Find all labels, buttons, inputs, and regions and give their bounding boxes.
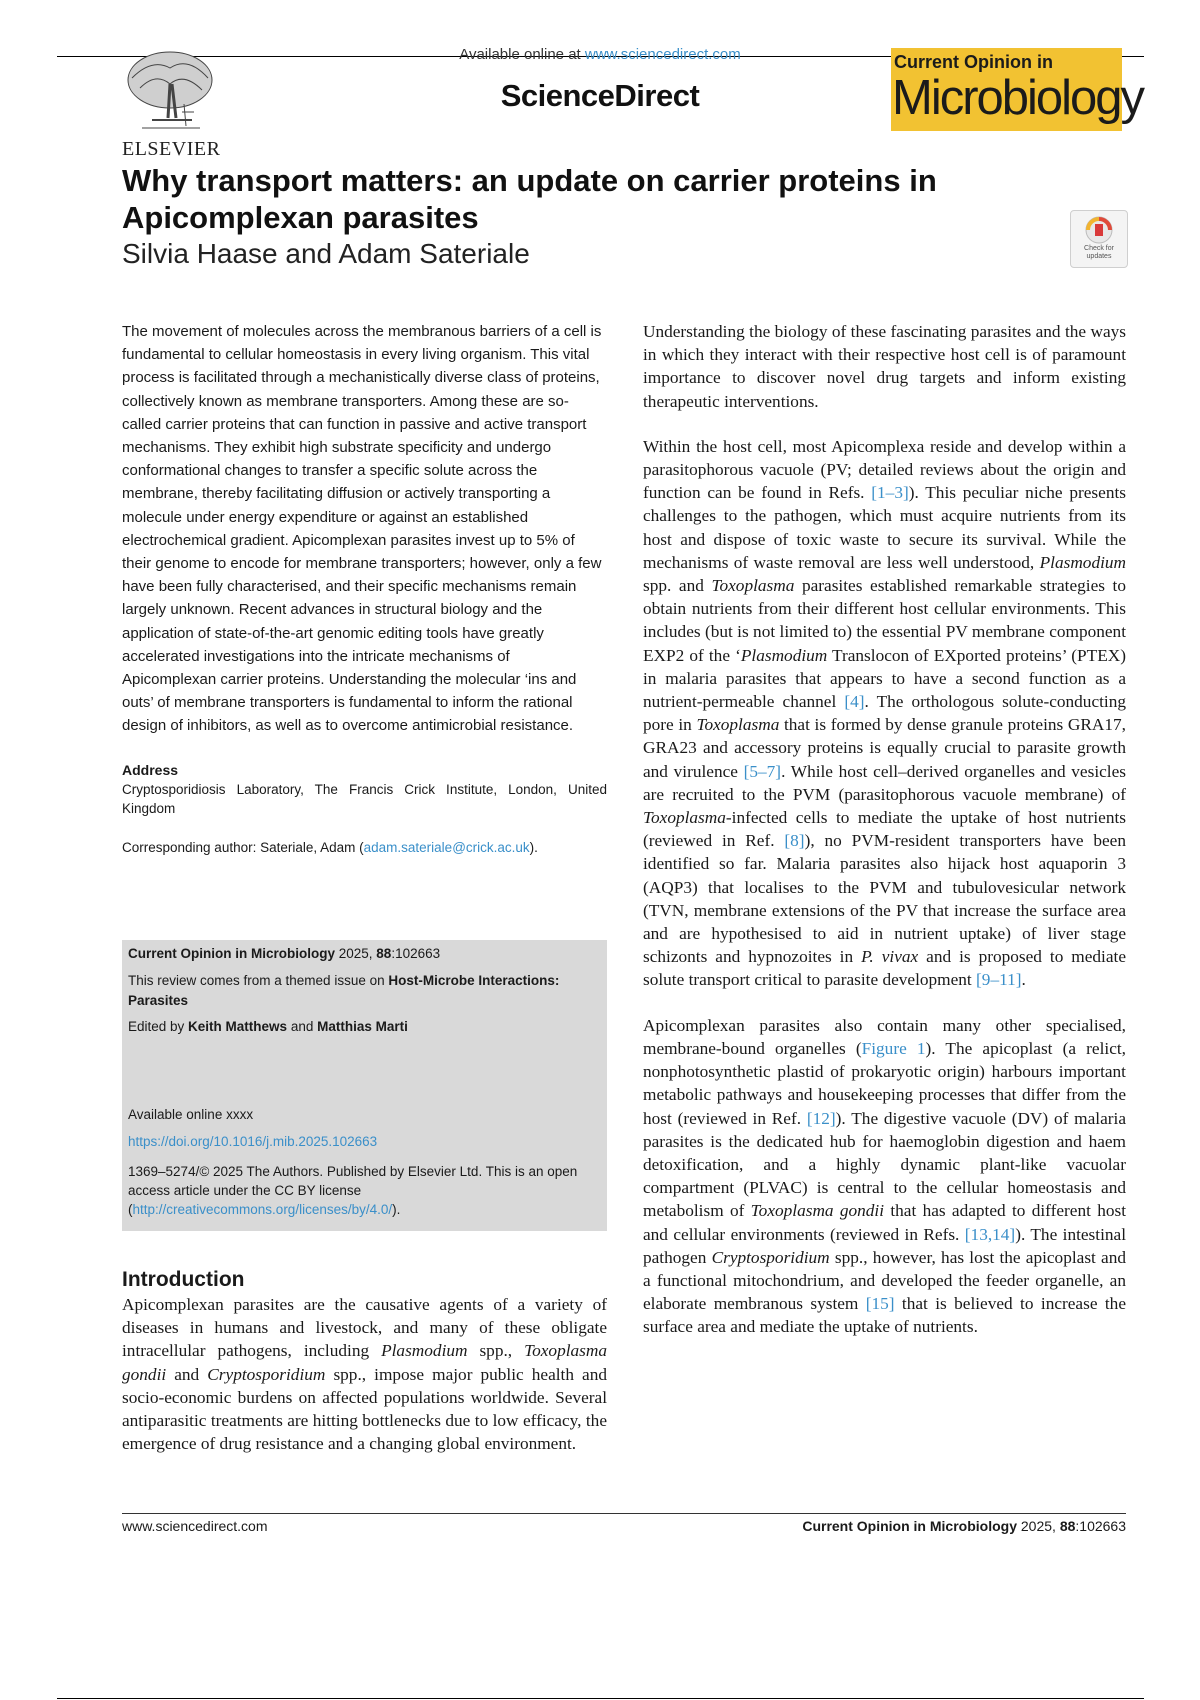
body-taxon: P. vivax [861,947,919,967]
journal-logo-line2: Microbiology [892,71,1144,125]
license-suffix: ). [392,1202,401,1217]
body-taxon: Toxoplasma gondii [750,1201,885,1221]
footer-website: www.sciencedirect.com [122,1518,268,1534]
journal-logo [891,48,1144,131]
check-for-updates-button[interactable] [1070,210,1128,268]
body-paragraph-1: Understanding the biology of these fascinating parasites and the ways in which they interact with their respective host cell is of paramount importance to discover novel drug targets and inform existing therapeutic interventions. [643,322,1126,411]
citation-link[interactable]: [15] [865,1294,895,1314]
available-prefix: Available online at [459,46,585,63]
journal-logo-line1: Current Opinion in [894,52,1053,72]
corresponding-author [122,840,607,855]
address-text: Cryptosporidiosis Laboratory, The Francis Crick Institute, London, United Kingdom [122,781,607,816]
body-text: Apicomplexan parasites also contain many other specialised, membrane-bound organelles ( [643,1015,1126,1058]
theme-prefix: This review comes from a themed issue on [128,973,389,988]
intro-text: spp., [467,1341,525,1361]
theme-name: Host-Microbe Interactions: Parasites [128,973,560,1008]
introduction-paragraph [122,1293,607,1455]
infobox-journal-name: Current Opinion in Microbiology [128,946,335,961]
infobox-license [128,1162,598,1219]
body-text: Within the host cell, most Apicomplexa reside and develop within a parasitophorous vacuole (PV; detailed reviews about the origin and function can be found in Refs. [643,436,1126,503]
infobox-year: 2025, [335,946,377,961]
body-taxon: Toxoplasma [696,715,780,735]
body-text: Translocon of EXported proteins’ (PTEX) in malaria parasites that appears to have a second function as a nutrient-permeable channel [643,645,1126,712]
edited-and: and [287,1019,318,1034]
infobox-theme [128,971,598,1011]
body-text: that has adapted to different host and cellular environments (reviewed in Refs. [643,1201,1127,1244]
citation-link[interactable]: [8] [784,831,805,851]
sciencedirect-brand: ScienceDirect [500,78,700,113]
citation-link[interactable]: [12] [806,1108,836,1128]
body-paragraph-2 [643,435,1126,992]
intro-text: spp., impose major public health and socio-economic burdens on affected populations worldwide. Several antiparasitic treatments are hitting bottlenecks due to low efficacy, the emergence of drug resistance and a changing global environment. [122,1364,608,1454]
editor-1: Keith Matthews [188,1019,288,1034]
intro-taxon: Plasmodium [381,1341,468,1361]
edited-prefix: Edited by [128,1019,189,1034]
body-text: ). The intestinal pathogen [643,1224,1126,1267]
check-updates-label: Check for updates [1084,245,1114,260]
body-taxon: Plasmodium [740,645,828,665]
license-link[interactable]: http://creativecommons.org/licenses/by/4.0/ [132,1202,393,1217]
body-text: -infected cells to mediate the uptake of host nutrients (reviewed in Ref. [643,808,1126,851]
body-text: . While host cell–derived organelles and vesicles are recruited to the PVM (parasitophorous vacuole membrane) of [643,761,1126,804]
footer-rule [122,1513,1126,1514]
article-title: Why transport matters: an update on carrier proteins in Apicomplexan parasites [122,163,937,235]
introduction-heading: Introduction [122,1268,245,1291]
body-taxon: Cryptosporidium [711,1247,830,1267]
address-heading: Address [122,761,179,778]
elsevier-wordmark: ELSEVIER [122,138,221,160]
license-text: 1369–5274/© 2025 The Authors. Published by Elsevier Ltd. This is an open access article under the CC BY license ( [128,1164,578,1217]
body-text: and is proposed to mediate solute transport critical to parasite development [643,947,1127,990]
body-text: ). The digestive vacuole (DV) of malaria parasites is the dedicated hub for haemoglobin digestion and haem detoxification, and a highly dynamic plant-like vacuolar compartment (PLVAC) is central to the cellular homeostasis and metabolism of [643,1108,1126,1221]
corresponding-email-link[interactable]: adam.sateriale@crick.ac.uk [363,839,530,855]
body-text: parasites established remarkable strategies to obtain nutrients from their different host cellular environments. This includes (but is not limited to) the essential PV membrane component EXP2 of the ‘ [643,576,1127,665]
body-taxon: Plasmodium [1039,552,1126,572]
article-authors: Silvia Haase and Adam Sateriale [122,238,530,269]
infobox-available-online: Available online xxxx [128,1107,254,1122]
body-text: that is believed to increase the surface area and mediate the uptake of nutrients. [643,1294,1126,1337]
footer-citation [802,1518,1126,1534]
body-text: ). This peculiar niche presents challenges to the pathogen, which must acquire nutrients from its host and dispose of toxic waste to secure its survival. While the mechanisms of waste removal are less well understood, [643,483,1126,572]
citation-link[interactable]: [1–3] [871,483,909,503]
footer-volume: 88 [1059,1518,1076,1534]
page-bottom-rule [57,1698,1144,1699]
corresponding-suffix: ). [529,839,538,855]
intro-text: Apicomplexan parasites are the causative agents of a variety of diseases in humans and livestock, and many of these obligate intracellular pathogens, including [122,1295,607,1361]
body-text: spp., however, has lost the apicoplast and a functional mitochondrium, and developed the feeder organelle, an elaborate membranous system [643,1247,1126,1314]
doi-link[interactable]: https://doi.org/10.1016/j.mib.2025.102663 [128,1134,378,1149]
citation-link[interactable]: [5–7] [743,761,782,781]
intro-text: and [166,1364,208,1384]
body-text: ). The apicoplast (a relict, nonphotosynthetic plastid of prokaryotic origin) harbours important metabolic pathways and housekeeping processes that differ from the host (reviewed in Ref. [643,1038,1126,1128]
body-text: . The orthologous solute-conducting pore in [643,692,1126,735]
abstract: The movement of molecules across the membranous barriers of a cell is fundamental to cellular homeostasis in every living organism. This vital process is facilitated through a mechanistically diverse class of proteins, collectively known as membrane transporters. Among these are so-called carrier proteins that can function in passive and active transport mechanisms. They exhibit high substrate specificity and undergo conformational changes to transfer a specific solute across the membrane, thereby facilitating diffusion or actively transporting a molecule under energy expenditure or against an established electrochemical gradient. Apicomplexan parasites invest up to 5% of their genome to encode for membrane transporters; however, only a few have been fully characterised, and their specific mechanisms remain largely unknown. Recent advances in structural biology and the application of state-of-the-art genomic editing tools have greatly accelerated investigations into the intricate mechanisms of Apicomplexan carrier proteins. Understanding the molecular ‘ins and outs’ of membrane transporters is fundamental to inform the rational design of inhibitors, as well as to overcome antimicrobial resistance. [122,323,602,735]
infobox-volume: 88 [376,946,392,961]
sciencedirect-link[interactable]: www.sciencedirect.com [584,46,741,63]
editor-2: Matthias Marti [317,1019,408,1034]
infobox-article-no: :102663 [391,946,441,961]
check-updates-icon [1084,215,1114,245]
intro-taxon: Cryptosporidium [207,1364,326,1384]
footer-year: 2025, [1016,1518,1060,1534]
body-taxon: Toxoplasma [643,808,726,828]
body-paragraph-3 [643,1014,1126,1339]
citation-link[interactable]: [4] [844,692,865,712]
infobox-editors [128,1019,408,1034]
article-info-box [122,940,607,1231]
infobox-citation [128,946,440,961]
footer-article: :102663 [1075,1518,1126,1534]
body-text: ), no PVM-resident transporters have been identified so far. Malaria parasites also hijack host aquaporin 3 (AQP3) that localises to the PVM and tubulovesicular network (TVN, membrane extensions of the PV that increase the surface area and are hypothesised to aid in nutrient uptake) of liver stage schizonts and hypnozoites in [643,831,1126,967]
intro-taxon: Toxoplasma gondii [122,1341,607,1384]
body-text: that is formed by dense granule proteins GRA17, GRA23 and accessory proteins is equally crucial to parasite growth and virulence [643,715,1126,781]
left-column [122,320,607,855]
footer-journal: Current Opinion in Microbiology [802,1518,1017,1534]
body-taxon: Toxoplasma [711,576,795,596]
figure-link[interactable]: Figure 1 [861,1038,926,1058]
citation-link[interactable]: [13,14] [964,1224,1016,1244]
body-text: . [1021,970,1026,990]
citation-link[interactable]: [9–11] [976,970,1022,990]
right-column [643,320,1126,1361]
corresponding-prefix: Corresponding author: Sateriale, Adam ( [122,839,364,855]
body-text: spp. and [643,576,712,596]
